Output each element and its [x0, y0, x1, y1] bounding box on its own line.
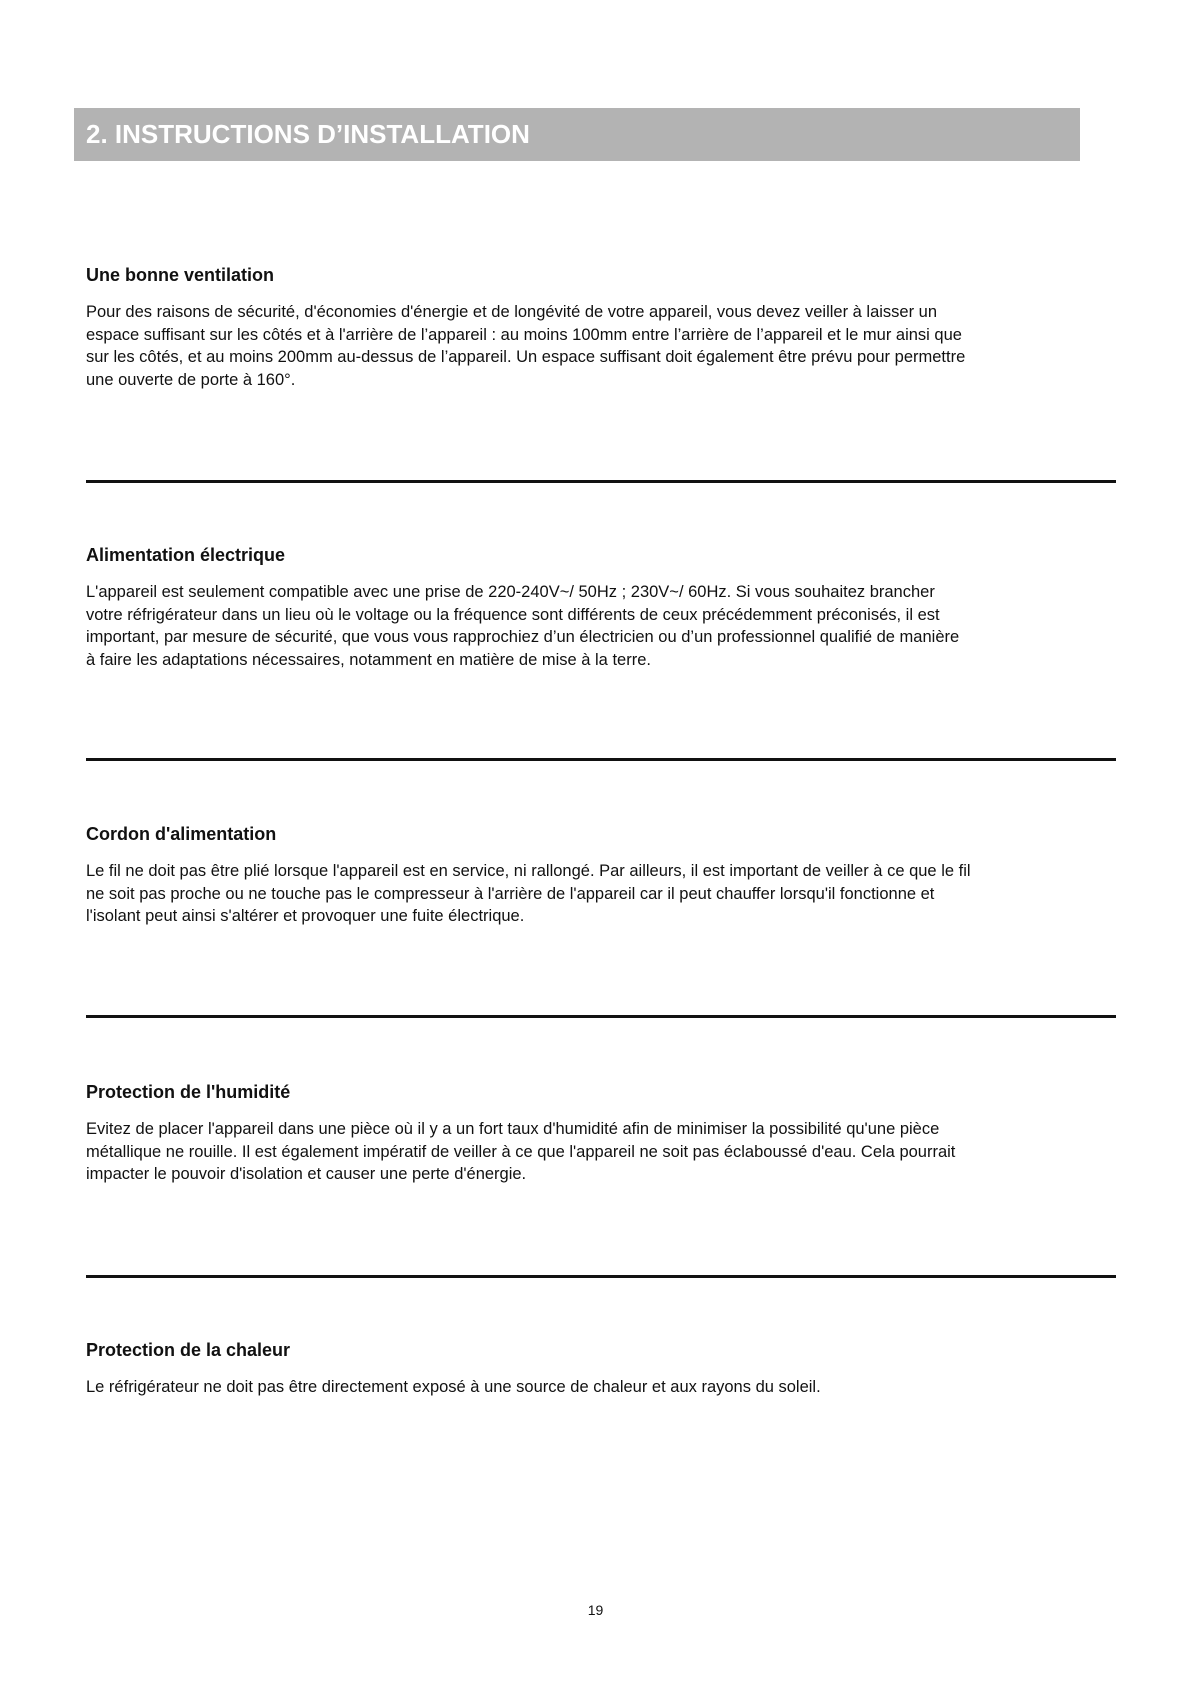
body-line: votre réfrigérateur dans un lieu où le voltage ou la fréquence sont différents de ceux précédemment préconisés, il est — [86, 605, 940, 624]
section-power-supply — [86, 544, 1116, 671]
section-divider — [86, 480, 1116, 483]
section-title: Alimentation électrique — [86, 545, 286, 565]
section-ventilation — [86, 264, 1116, 391]
body-line: métallique ne rouille. Il est également impératif de veiller à ce que l'appareil ne soit pas éclaboussé d'eau. Cela pourrait — [86, 1142, 956, 1161]
body-line: sur les côtés, et au moins 200mm au-dessus de l’appareil. Un espace suffisant doit également être prévu pour permettre — [86, 348, 966, 366]
section-title: Une bonne ventilation — [86, 265, 275, 285]
body-line: Evitez de placer l'appareil dans une pièce où il y a un fort taux d'humidité afin de minimiser la possibilité qu'une pièce — [86, 1120, 940, 1138]
section-power-cord — [86, 823, 1116, 928]
section-body — [86, 301, 1116, 391]
body-line: Le fil ne doit pas être plié lorsque l'appareil est en service, ni rallongé. Par ailleurs, il est important de veiller à ce que le fil — [86, 862, 971, 880]
page-number: 19 — [587, 1602, 604, 1618]
section-heat-protection — [86, 1339, 1116, 1399]
body-line: à faire les adaptations nécessaires, notamment en matière de mise à la terre. — [86, 650, 651, 669]
page-title: 2. INSTRUCTIONS D’INSTALLATION — [86, 119, 530, 149]
section-divider — [86, 758, 1116, 761]
body-line: ne soit pas proche ou ne touche pas le compresseur à l'arrière de l'appareil car il peut chauffer lorsqu'il fonctionne et — [86, 884, 935, 903]
body-line: une ouverte de porte à 160°. — [86, 370, 296, 389]
section-title: Protection de l'humidité — [86, 1082, 291, 1102]
section-divider — [86, 1275, 1116, 1278]
section-body — [86, 581, 1116, 671]
body-line: L'appareil est seulement compatible avec une prise de 220-240V~/ 50Hz ; 230V~/ 60Hz. Si vous souhaitez brancher — [86, 583, 935, 601]
body-line: espace suffisant sur les côtés et à l'arrière de l’appareil : au moins 100mm entre l’arrière de l’appareil et le mur ainsi que — [86, 325, 962, 344]
body-line: l'isolant peut ainsi s'altérer et provoquer une fuite électrique. — [86, 907, 525, 925]
section-divider — [86, 1015, 1116, 1018]
body-line: important, par mesure de sécurité, que vous vous rapprochiez d’un électricien ou d’un professionnel qualifié de manière — [86, 628, 960, 646]
section-body — [86, 1118, 1116, 1186]
section-body — [86, 860, 1116, 928]
section-body — [86, 1376, 1116, 1399]
body-line: Pour des raisons de sécurité, d'économies d'énergie et de longévité de votre appareil, vous devez veiller à laisser un — [86, 303, 938, 321]
section-humidity-protection — [86, 1081, 1116, 1186]
section-title: Protection de la chaleur — [86, 1340, 291, 1360]
section-header-bar — [74, 108, 1080, 161]
body-line: impacter le pouvoir d'isolation et causer une perte d'énergie. — [86, 1165, 527, 1183]
body-line: Le réfrigérateur ne doit pas être directement exposé à une source de chaleur et aux rayons du soleil. — [86, 1378, 821, 1396]
section-title: Cordon d'alimentation — [86, 824, 277, 844]
